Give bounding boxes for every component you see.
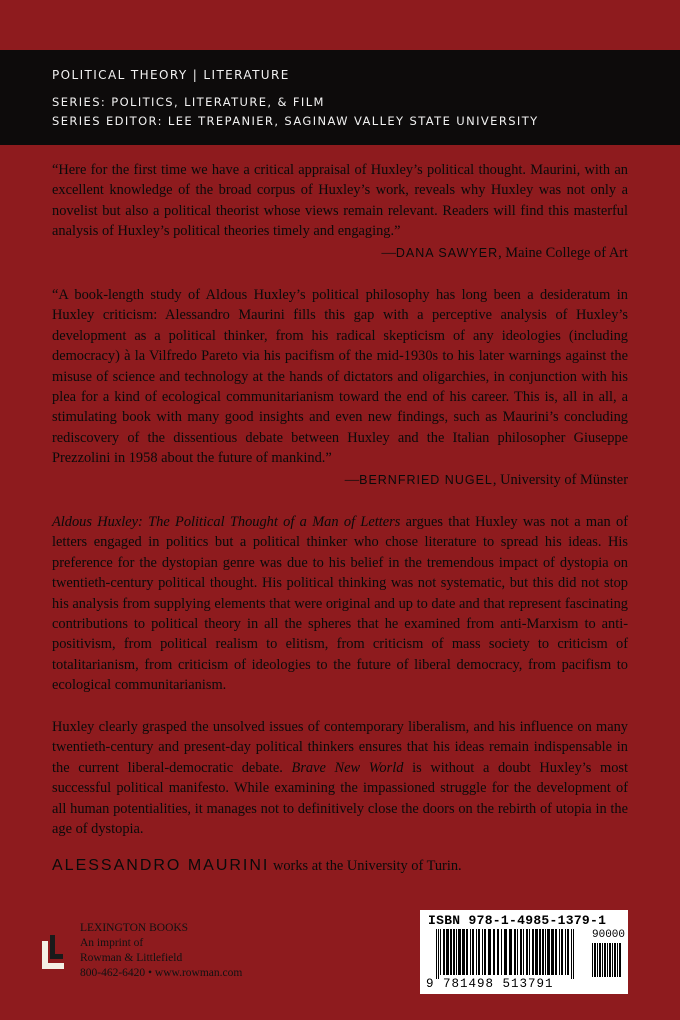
barcode-bar xyxy=(470,929,471,975)
publisher-info xyxy=(80,921,242,981)
author-name: ALESSANDRO MAURINI xyxy=(52,857,270,874)
addon-bar xyxy=(602,943,603,977)
barcode-bar xyxy=(509,929,512,975)
barcode-bar xyxy=(456,929,457,975)
series-editor-label: SERIES EDITOR: LEE TREPANIER, SAGINAW VALLEY STATE UNIVERSITY xyxy=(52,114,539,128)
barcode-box xyxy=(420,910,628,994)
barcode-bar xyxy=(497,929,499,975)
barcode-bar xyxy=(571,929,572,979)
barcode-bar xyxy=(440,929,441,975)
barcode-bar xyxy=(482,929,483,975)
barcode-bar xyxy=(517,929,518,975)
description-text: argues that Huxley was not a man of letters engaged in politics but a political thinker who chose literature to spread his ideas. His preference for the dystopian genre was due to his belief in the tremendous impact of dystopia on twentieth-century political thought. His political thinking was not systematic, but this did not stop his analysis from supplying elements that were original and up to date and that represent fascinating contributions to political theory in all the spheres that he examined from anti-Marxism to anti-positivism, from political realism to elitism, from criticism of mass society to criticism of totalitarianism, from criticism of ideologies to the future of liberal democracy, from pacifism to ecological communitarianism. xyxy=(52,514,628,694)
header-band xyxy=(0,50,680,145)
reviewer-name: BERNFRIED NUGEL xyxy=(359,473,493,487)
barcode-bar xyxy=(478,929,480,975)
barcode-bar xyxy=(484,929,486,975)
isbn-label: ISBN 978-1-4985-1379-1 xyxy=(428,913,607,928)
attribution-dash: — xyxy=(344,472,360,488)
book-title: Aldous Huxley: The Political Thought of a Man of Letters xyxy=(52,514,401,530)
barcode-bar xyxy=(551,929,554,975)
blurb-2-text: “A book-length study of Aldous Huxley’s political philosophy has long been a desideratum in Huxley criticism: Alessandro Maurini fills this gap with a perceptive analysis of Huxley’s development as a political thinker, from his radical skepticism of any ideologies (including democracy) à la Vilfredo Pareto via his pacifism of the mid-1930s to his later warnings against the misuse of science and technology at the hands of dictators and oligarchies, in conjunction with his plea for a kind of ecological communitarianism toward the end of his career. This is, all in all, a stimulating book with many good insights and even new findings, such as Maurini’s concluding rediscovery of the dissentious debate between Huxley and the Italian philosopher Giuseppe Prezzolini in 1958 about the future of mankind.” xyxy=(52,287,628,467)
barcode-bar xyxy=(501,929,502,975)
barcode-bar xyxy=(565,929,566,975)
blurb-1-text: “Here for the first time we have a critical appraisal of Huxley’s political thought. Maurini, with an excellent knowledge of the broad corpus of Huxley’s work, reveals why Huxley was not only a novelist but also a political theorist whose views remain relevant. Readers will find this masterful analysis of Huxley’s political theories timely and engaging.” xyxy=(52,162,628,240)
barcode-bar xyxy=(493,929,495,975)
barcode-digits: 9 781498 513791 xyxy=(426,977,554,991)
addon-bar xyxy=(612,943,613,977)
author-affiliation: works at the University of Turin. xyxy=(269,858,462,874)
addon-bar xyxy=(614,943,616,977)
addon-bar xyxy=(619,943,621,977)
description-text: Huxley clearly grasped the unsolved issues of contemporary liberalism, and his influence on many twentieth-century and present-day political thinkers ensures that his ideas remain indispensable in the current liberal-democratic debate. xyxy=(52,719,628,776)
barcode-bar xyxy=(545,929,546,975)
description-text: is without a doubt Huxley’s most successful political manifesto. While examining the impassioned struggle for the development of all human potentialities, it manages not to definitively close the doors on the rebirth of utopia in the age of dystopia. xyxy=(52,759,628,838)
barcode-bar xyxy=(532,929,534,975)
barcode-bar xyxy=(476,929,477,975)
attribution-dash: — xyxy=(381,245,396,261)
barcode-bar xyxy=(542,929,544,975)
blurb-2-attribution xyxy=(345,472,628,489)
barcode-bar xyxy=(466,929,468,975)
category-label: POLITICAL THEORY | LITERATURE xyxy=(52,68,290,82)
barcode-bar xyxy=(573,929,574,979)
barcode-bar xyxy=(436,929,437,979)
barcode-bar xyxy=(504,929,507,975)
reviewer-affiliation: , University of Münster xyxy=(492,472,628,488)
publisher-contact: 800-462-6420 • www.rowman.com xyxy=(80,967,243,979)
description-paragraph-2 xyxy=(52,717,628,839)
barcode-bar xyxy=(523,929,524,975)
barcode-bar xyxy=(539,929,541,975)
addon-bar xyxy=(609,943,611,977)
barcode-bar xyxy=(438,929,439,979)
barcode-bar xyxy=(559,929,560,975)
author-bio xyxy=(52,857,462,875)
addon-bar xyxy=(599,943,601,977)
addon-bar xyxy=(597,943,598,977)
publisher-imprint: An imprint of xyxy=(80,937,144,949)
description-paragraph-1 xyxy=(52,512,628,696)
reviewer-name: DANA SAWYER xyxy=(395,246,499,260)
barcode-bar xyxy=(520,929,522,975)
work-title: Brave New World xyxy=(291,759,404,776)
addon-bar xyxy=(594,943,596,977)
addon-bar xyxy=(592,943,593,977)
barcode-bar xyxy=(458,929,461,975)
addon-bar xyxy=(607,943,608,977)
addon-bar xyxy=(604,943,606,977)
addon-bar xyxy=(617,943,618,977)
blurb-1-attribution xyxy=(381,245,628,262)
barcode-bar xyxy=(567,929,569,975)
reviewer-affiliation: , Maine College of Art xyxy=(498,245,628,261)
barcode-bar xyxy=(555,929,557,975)
barcode-bar xyxy=(443,929,445,975)
barcode-bar xyxy=(514,929,516,975)
barcode-bar xyxy=(446,929,449,975)
barcode-bar xyxy=(529,929,530,975)
barcode-bar xyxy=(453,929,455,975)
barcode-bar xyxy=(450,929,452,975)
barcode-bar xyxy=(561,929,563,975)
barcode-bar xyxy=(462,929,465,975)
lexington-logo-icon xyxy=(42,935,64,969)
barcode-bar xyxy=(535,929,538,975)
barcode-bar xyxy=(488,929,491,975)
barcode-bar xyxy=(472,929,474,975)
publisher-name: LEXINGTON BOOKS xyxy=(80,922,189,934)
publisher-block xyxy=(42,921,292,991)
series-label: SERIES: POLITICS, LITERATURE, & FILM xyxy=(52,95,325,109)
barcode-bar xyxy=(526,929,528,975)
publisher-parent: Rowman & Littlefield xyxy=(80,952,183,964)
price-code: 90000 xyxy=(592,929,626,941)
barcode-bar xyxy=(547,929,550,975)
